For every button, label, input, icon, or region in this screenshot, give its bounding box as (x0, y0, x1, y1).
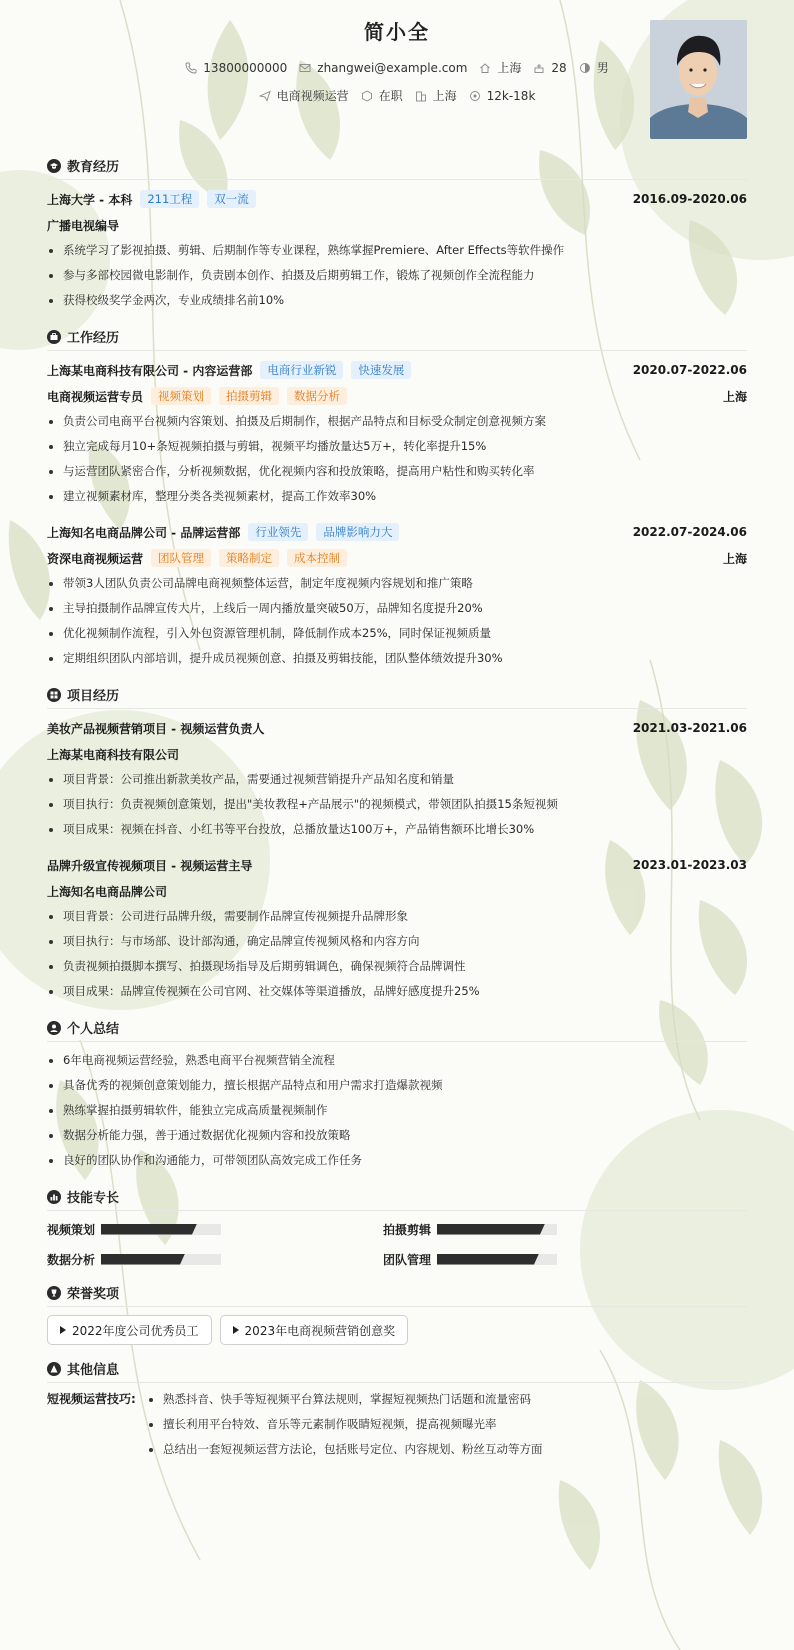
list-item: 独立完成每月10+条短视频拍摄与剪辑，视频平均播放量达5万+，转化率提升15% (47, 434, 747, 459)
position-tag: 数据分析 (287, 387, 347, 405)
avatar-photo (650, 20, 747, 139)
building-icon (415, 90, 427, 102)
project-name-row (47, 715, 747, 741)
education-title: 教育经历 (67, 160, 120, 175)
skill-name: 团队管理 (383, 1252, 432, 1267)
list-item: 负责视频拍摄脚本撰写、拍摄现场指导及后期剪辑调色，确保视频符合品牌调性 (47, 954, 747, 979)
contact-info-row (47, 59, 747, 76)
project-date: 2023.01-2023.03 (632, 858, 747, 872)
other-label: 短视频运营技巧: (47, 1392, 136, 1406)
status-icon (361, 90, 373, 102)
project-name: 美妆产品视频营销项目 - 视频运营负责人 (47, 721, 265, 736)
company-tag: 快速发展 (351, 361, 411, 379)
position-tag: 成本控制 (287, 549, 347, 567)
position-name: 资深电商视频运营 (47, 551, 144, 566)
skill-item (383, 1219, 719, 1239)
skill-item (383, 1249, 719, 1269)
list-item: 主导拍摄制作品牌宣传大片，上线后一周内播放量突破50万，品牌知名度提升20% (47, 596, 747, 621)
awards-list (47, 1315, 747, 1345)
list-item: 项目背景：公司推出新款美妆产品，需要通过视频营销提升产品知名度和销量 (47, 767, 747, 792)
summary-header (47, 1020, 747, 1042)
city-text: 上海 (497, 61, 522, 75)
company-name: 上海知名电商品牌公司 - 品牌运营部 (47, 525, 241, 540)
education-entry (47, 186, 747, 313)
skill-item (47, 1219, 383, 1239)
resume-header (47, 0, 747, 150)
school-tag: 双一流 (207, 190, 256, 208)
work-date: 2022.07-2024.06 (632, 525, 747, 539)
bar-chart-icon (47, 1190, 61, 1204)
list-item: 参与多部校园微电影制作，负责剧本创作、拍摄及后期剪辑工作，锻炼了视频创作全流程能力 (47, 263, 747, 288)
school-tag: 211工程 (140, 190, 199, 208)
skill-name: 拍摄剪辑 (383, 1222, 432, 1237)
project-company-row (47, 741, 747, 767)
list-item: 负责公司电商平台视频内容策划、拍摄及后期制作，根据产品特点和目标受众制定创意视频方案 (47, 409, 747, 434)
award-item (220, 1315, 409, 1345)
award-item (47, 1315, 212, 1345)
gender-text: 男 (596, 61, 609, 75)
work-location: 上海 (722, 389, 747, 404)
work-position-row (47, 545, 747, 571)
list-item: 良好的团队协作和沟通能力，可带领团队高效完成工作任务 (47, 1148, 747, 1173)
age-text: 28 (551, 60, 567, 75)
list-item: 熟悉抖音、快手等短视频平台算法规则，掌握短视频热门话题和流量密码 (147, 1387, 747, 1412)
skill-bar (437, 1254, 557, 1265)
work-entry (47, 519, 747, 671)
skill-fill (437, 1224, 545, 1235)
position-tag: 视频策划 (151, 387, 211, 405)
status-item (361, 87, 403, 104)
project-company: 上海某电商科技有限公司 (47, 747, 180, 762)
list-item: 熟练掌握拍摄剪辑软件，能独立完成高质量视频制作 (47, 1098, 747, 1123)
list-item: 数据分析能力强，善于通过数据优化视频内容和投放策略 (47, 1123, 747, 1148)
phone-text: 13800000000 (203, 60, 288, 75)
projects-title: 项目经历 (67, 689, 120, 704)
list-item: 与运营团队紧密合作，分析视频数据，优化视频内容和投放策略，提高用户粘性和购买转化率 (47, 459, 747, 484)
project-entry (47, 852, 747, 1004)
projects-header (47, 687, 747, 709)
gender-item (579, 59, 609, 76)
grid-icon (47, 688, 61, 702)
list-item: 定期组织团队内部培训，提升成员视频创意、拍摄及剪辑技能，团队整体绩效提升30% (47, 646, 747, 671)
skill-fill (101, 1224, 197, 1235)
candidate-name: 简小全 (364, 20, 430, 44)
work-date: 2020.07-2022.06 (632, 363, 747, 377)
school-name: 上海大学 - 本科 (47, 192, 133, 207)
list-item: 项目背景：公司进行品牌升级，需要制作品牌宣传视频提升品牌形象 (47, 904, 747, 929)
project-date: 2021.03-2021.06 (632, 721, 747, 735)
skills-section (47, 1189, 747, 1269)
target-city-text: 上海 (432, 89, 457, 103)
skills-header (47, 1189, 747, 1211)
work-bullets (47, 409, 747, 509)
triangle-icon (233, 1326, 239, 1334)
other-bullets (147, 1387, 747, 1462)
skill-bar (101, 1254, 221, 1265)
honors-header (47, 1285, 747, 1307)
status-text: 在职 (378, 89, 403, 103)
work-bullets (47, 571, 747, 671)
phone-item (185, 61, 287, 75)
skill-bar (437, 1224, 557, 1235)
list-item: 擅长利用平台特效、音乐等元素制作吸睛短视频，提高视频曝光率 (147, 1412, 747, 1437)
work-title: 工作经历 (67, 331, 120, 346)
position-tag: 拍摄剪辑 (219, 387, 279, 405)
trophy-icon (47, 1286, 61, 1300)
honors-section (47, 1285, 747, 1345)
project-company-row (47, 878, 747, 904)
summary-section (47, 1020, 747, 1173)
age-item (533, 61, 566, 75)
education-school-row (47, 186, 747, 212)
graduation-cap-icon (47, 159, 61, 173)
summary-bullets (47, 1048, 747, 1173)
work-entry (47, 357, 747, 509)
position-tag: 团队管理 (151, 549, 211, 567)
target-job-item (259, 87, 349, 104)
award-label: 2023年电商视频营销创意奖 (244, 1323, 396, 1338)
project-bullets (47, 767, 747, 842)
list-item: 项目执行：与市场部、设计部沟通，确定品牌宣传视频风格和内容方向 (47, 929, 747, 954)
position-name: 电商视频运营专员 (47, 389, 144, 404)
salary-item (469, 89, 536, 103)
skills-grid (47, 1219, 747, 1269)
list-item: 带领3人团队负责公司品牌电商视频整体运营，制定年度视频内容规划和推广策略 (47, 571, 747, 596)
project-entry (47, 715, 747, 842)
award-label: 2022年度公司优秀员工 (72, 1323, 199, 1338)
skill-fill (437, 1254, 539, 1265)
projects-section (47, 687, 747, 1004)
work-header (47, 329, 747, 351)
other-header (47, 1361, 747, 1383)
phone-icon (185, 62, 197, 74)
position-tag: 策略制定 (219, 549, 279, 567)
skill-name: 数据分析 (47, 1252, 96, 1267)
send-icon (259, 90, 271, 102)
project-bullets (47, 904, 747, 1004)
home-icon (479, 62, 491, 74)
work-company-row (47, 519, 747, 545)
education-header (47, 158, 747, 180)
list-item: 获得校级奖学金两次，专业成绩排名前10% (47, 288, 747, 313)
list-item: 总结出一套短视频运营方法论，包括账号定位、内容规划、粉丝互动等方面 (147, 1437, 747, 1462)
work-section (47, 329, 747, 671)
education-bullets (47, 238, 747, 313)
job-intent-row (47, 87, 747, 104)
mail-icon (299, 62, 311, 74)
skill-name: 视频策划 (47, 1222, 96, 1237)
company-tag: 品牌影响力大 (316, 523, 399, 541)
education-section (47, 158, 747, 313)
target-city-item (415, 87, 457, 104)
cake-icon (533, 62, 545, 74)
company-name: 上海某电商科技有限公司 - 内容运营部 (47, 363, 253, 378)
company-tag: 电商行业新锐 (260, 361, 343, 379)
info-icon (47, 1362, 61, 1376)
list-item: 项目成果：品牌宣传视频在公司官网、社交媒体等渠道播放，品牌好感度提升25% (47, 979, 747, 1004)
project-name-row (47, 852, 747, 878)
gender-icon (579, 62, 591, 74)
list-item: 建立视频素材库，整理分类各类视频素材，提高工作效率30% (47, 484, 747, 509)
briefcase-icon (47, 330, 61, 344)
other-content (47, 1387, 747, 1462)
work-position-row (47, 383, 747, 409)
company-tag: 行业领先 (248, 523, 308, 541)
skills-title: 技能专长 (67, 1191, 120, 1206)
list-item: 项目成果：视频在抖音、小红书等平台投放，总播放量达100万+，产品销售额环比增长30% (47, 817, 747, 842)
work-location: 上海 (722, 551, 747, 566)
triangle-icon (60, 1326, 66, 1334)
avatar (650, 20, 747, 139)
email-item (299, 61, 467, 75)
list-item: 6年电商视频运营经验，熟悉电商平台视频营销全流程 (47, 1048, 747, 1073)
project-company: 上海知名电商品牌公司 (47, 884, 168, 899)
user-icon (47, 1021, 61, 1035)
list-item: 系统学习了影视拍摄、剪辑、后期制作等专业课程，熟练掌握Premiere、After Effects等软件操作 (47, 238, 747, 263)
other-title: 其他信息 (67, 1363, 120, 1378)
target-job-text: 电商视频运营 (276, 89, 349, 103)
list-item: 具备优秀的视频创意策划能力，擅长根据产品特点和用户需求打造爆款视频 (47, 1073, 747, 1098)
education-date: 2016.09-2020.06 (632, 192, 747, 206)
skill-fill (101, 1254, 185, 1265)
education-major-row (47, 212, 747, 238)
project-name: 品牌升级宣传视频项目 - 视频运营主导 (47, 858, 253, 873)
summary-title: 个人总结 (67, 1022, 120, 1037)
skill-item (47, 1249, 383, 1269)
coin-icon (469, 90, 481, 102)
city-item (479, 59, 521, 76)
honors-title: 荣誉奖项 (67, 1287, 120, 1302)
other-section (47, 1361, 747, 1462)
skill-bar (101, 1224, 221, 1235)
list-item: 优化视频制作流程，引入外包资源管理机制，降低制作成本25%，同时保证视频质量 (47, 621, 747, 646)
list-item: 项目执行：负责视频创意策划，提出"美妆教程+产品展示"的视频模式，带领团队拍摄15条短视频 (47, 792, 747, 817)
email-text: zhangwei@example.com (317, 60, 468, 75)
work-company-row (47, 357, 747, 383)
major-name: 广播电视编导 (47, 218, 120, 233)
salary-text: 12k-18k (486, 88, 536, 103)
